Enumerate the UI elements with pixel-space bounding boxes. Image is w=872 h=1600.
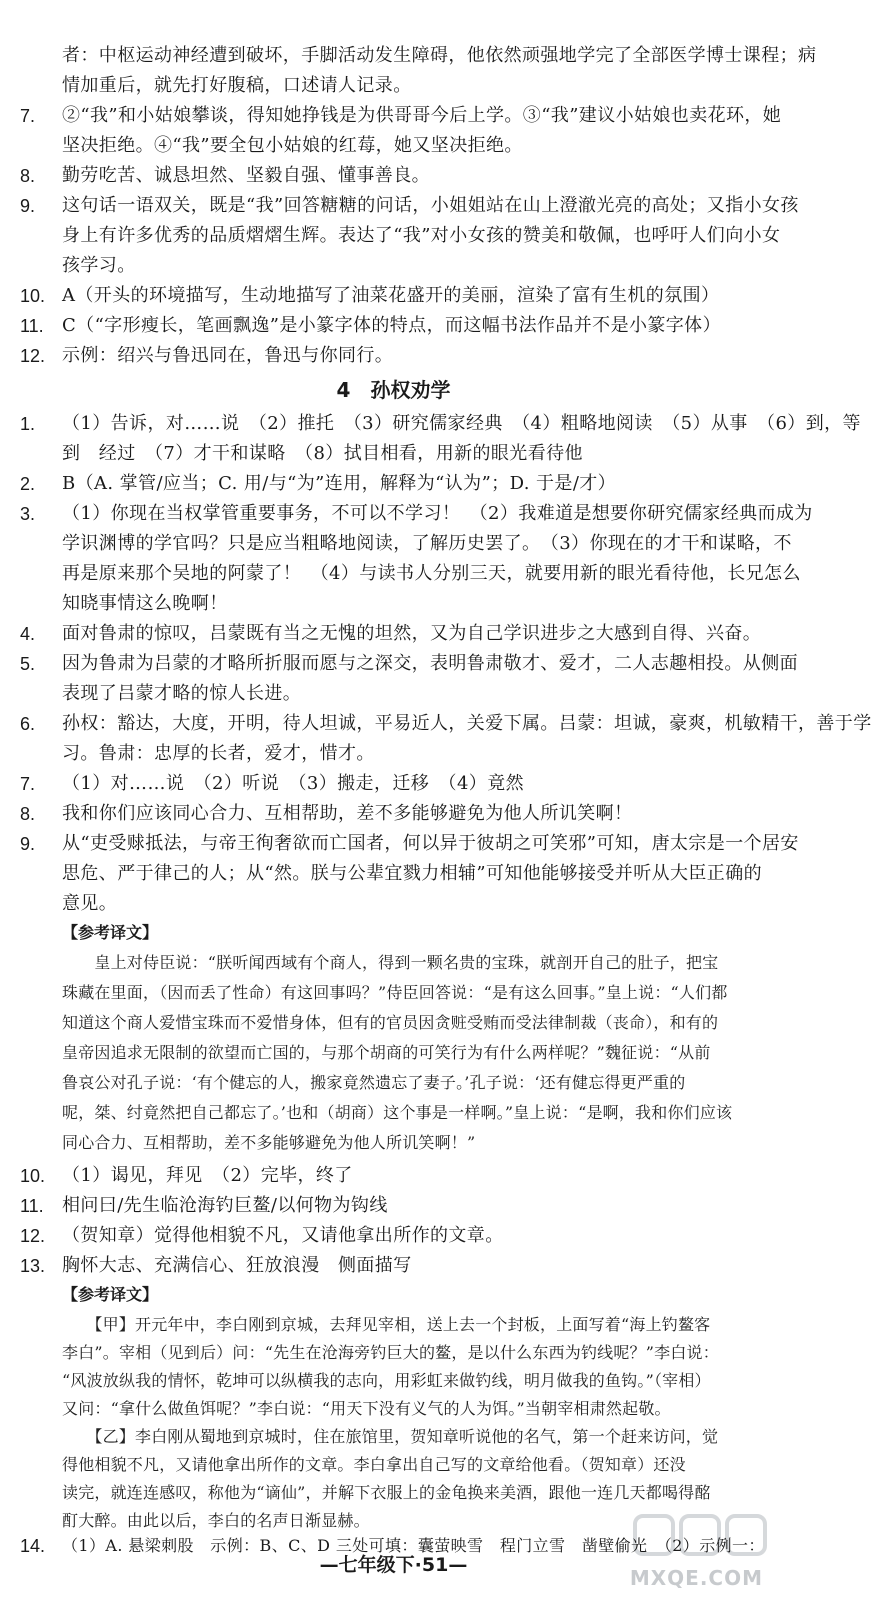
answer-line: 意见。 xyxy=(62,893,118,914)
answer-line: 这句话一语双关，既是“我”回答糖糖的问话，小姐姐站在山上澄澈光亮的高处；又指小女孩 xyxy=(62,195,799,216)
answer-line: B（A. 掌管/应当；C. 用/与“为”连用，解释为“认为”；D. 于是/才） xyxy=(62,473,617,494)
item-number: 12. xyxy=(20,1226,46,1246)
item-number: 11. xyxy=(20,1196,44,1216)
item-number: 8. xyxy=(20,804,36,824)
item-number: 13. xyxy=(20,1256,46,1276)
translation-line: 【乙】李白刚从蜀地到京城时，住在旅馆里，贺知章听说他的名气，第一个赶来访问，觉 xyxy=(62,1427,719,1446)
item-number: 7. xyxy=(20,106,36,126)
translation-line: 呢，桀、纣竟然把自己都忘了。’也和（胡商）这个事是一样啊。”皇上说：“是啊，我和你们应该 xyxy=(62,1103,733,1122)
answer-line: 者：中枢运动神经遭到破坏，手脚活动发生障碍，他依然顽强地学完了全部医学博士课程；病 xyxy=(62,45,817,66)
section-title: 4 孙权劝学 xyxy=(336,378,451,402)
translation-line: 鲁哀公对孔子说：‘有个健忘的人，搬家竟然遗忘了妻子。’孔子说：‘还有健忘得更严重的 xyxy=(62,1073,686,1092)
answer-line: ②“我”和小姑娘攀谈，得知她挣钱是为供哥哥今后上学。③“我”建议小姑娘也卖花环，她 xyxy=(62,105,782,126)
item-number: 14. xyxy=(20,1536,46,1556)
reference-translation-heading: 【参考译文】 xyxy=(62,1285,159,1304)
translation-line: 知道这个商人爱惜宝珠而不爱惜身体，但有的官员因贪赃受贿而受法律制裁（丧命），和有的 xyxy=(62,1013,719,1032)
answer-line: 到 经过 （7）才干和谋略 （8）拭目相看，用新的眼光看待他 xyxy=(62,443,583,464)
answer-line: （1）告诉，对……说 （2）推托 （3）研究儒家经典 （4）粗略地阅读 （5）从事 （6）到，等 xyxy=(62,413,861,434)
answer-line: 我和你们应该同心合力、互相帮助，差不多能够避免为他人所讥笑啊！ xyxy=(62,803,633,824)
answer-line: 情加重后，就先打好腹稿，口述请人记录。 xyxy=(62,75,412,96)
answer-line: （贺知章）觉得他相貌不凡，又请他拿出所作的文章。 xyxy=(62,1225,504,1246)
item-number: 8. xyxy=(20,166,36,186)
answer-line: A（开头的环境描写，生动地描写了油菜花盛开的美丽，渲染了富有生机的氛围） xyxy=(62,285,720,306)
item-number: 9. xyxy=(20,196,36,216)
answer-line: 知晓事情这么晚啊！ xyxy=(62,593,228,614)
answer-line: 孙权：豁达，大度，开明，待人坦诚，平易近人，关爱下属。吕蒙：坦诚，豪爽，机敏精干，善于学 xyxy=(62,713,872,734)
answer-line: 再是原来那个吴地的阿蒙了！ （4）与读书人分别三天，就要用新的眼光看待他，长兄怎么 xyxy=(62,563,801,584)
item-number: 4. xyxy=(20,624,36,644)
answer-line: 因为鲁肃为吕蒙的才略所折服而愿与之深交，表明鲁肃敬才、爱才，二人志趣相投。从侧面 xyxy=(62,653,798,674)
answer-line: C（“字形瘦长，笔画飘逸”是小篆字体的特点，而这幅书法作品并不是小篆字体） xyxy=(62,315,721,336)
item-number: 3. xyxy=(20,504,36,524)
item-number: 11. xyxy=(20,316,44,336)
translation-line: 【甲】开元年中，李白刚到京城，去拜见宰相，送上去一个封板，上面写着“海上钓鳌客 xyxy=(62,1315,711,1334)
answer-line: 习。鲁肃：忠厚的长者，爱才，惜才。 xyxy=(62,743,375,764)
item-number: 9. xyxy=(20,834,36,854)
answer-line: 表现了吕蒙才略的惊人长进。 xyxy=(62,683,302,704)
answer-line: （1）谒见，拜见 （2）完毕，终了 xyxy=(62,1165,353,1186)
translation-line: 酊大醉。由此以后，李白的名声日渐显赫。 xyxy=(62,1511,370,1530)
answer-line: 孩学习。 xyxy=(62,255,136,276)
answer-line: （1）你现在当权掌管重要事务，不可以不学习！ （2）我难道是想要你研究儒家经典而成为 xyxy=(62,503,813,524)
answer-line: 身上有许多优秀的品质熠熠生辉。表达了“我”对小女孩的赞美和敬佩，也呼吁人们向小女 xyxy=(62,225,781,246)
translation-line: “风波放纵我的情怀，乾坤可以纵横我的志向，用彩虹来做钓线，明月做我的鱼钩。”（宰相） xyxy=(62,1371,711,1390)
answer-line: 坚决拒绝。④“我”要全包小姑娘的红莓，她又坚决拒绝。 xyxy=(62,135,523,156)
answer-line: 胸怀大志、充满信心、狂放浪漫 侧面描写 xyxy=(62,1255,412,1276)
translation-line: 读完，就连连感叹，称他为“谪仙”，并解下衣服上的金龟换来美酒，跟他一连几天都喝得酩 xyxy=(62,1483,711,1502)
answer-line: 思危、严于律己的人；从“然。朕与公辈宜戮力相辅”可知他能够接受并听从大臣正确的 xyxy=(62,863,763,884)
answer-line: （1）对……说 （2）听说 （3）搬走，迁移 （4）竟然 xyxy=(62,773,525,794)
translation-line: 珠藏在里面，（因而丢了性命）有这回事吗？”侍臣回答说：“是有这么回事。”皇上说：“人们都 xyxy=(62,983,728,1002)
item-number: 10. xyxy=(20,286,46,306)
answer-line: 示例：绍兴与鲁迅同在，鲁迅与你同行。 xyxy=(62,345,394,366)
item-number: 6. xyxy=(20,714,36,734)
item-number: 2. xyxy=(20,474,36,494)
translation-line: 同心合力、互相帮助，差不多能够避免为他人所讥笑啊！” xyxy=(62,1133,476,1152)
answer-line: （1）A. 悬梁刺股 示例：B、C、D 三处可填：囊萤映雪 程门立雪 凿壁偷光 （2）示例一： xyxy=(62,1536,765,1555)
translation-line: 李白”。宰相（见到后）问：“先生在沧海旁钓巨大的鳌，是以什么东西为钓线呢？”李白说： xyxy=(62,1343,719,1362)
item-number: 1. xyxy=(20,414,36,434)
translation-line: 皇帝因追求无限制的欲望而亡国的，与那个胡商的可笑行为有什么两样呢？”魏征说：“从前 xyxy=(62,1043,711,1062)
answer-line: 学识渊博的学官吗？只是应当粗略地阅读，了解历史罢了。 （3）你现在的才干和谋略，不 xyxy=(62,533,792,554)
item-number: 10. xyxy=(20,1166,46,1186)
translation-line: 得他相貌不凡，又请他拿出所作的文章。李白拿出自己写的文章给他看。（贺知章）还没 xyxy=(62,1455,686,1474)
translation-line: 又问：“拿什么做鱼饵呢？”李白说：“用天下没有义气的人为饵。”当朝宰相肃然起敬。 xyxy=(62,1399,671,1418)
reference-translation-heading: 【参考译文】 xyxy=(62,923,159,942)
answer-line: 相问曰/先生临沧海钓巨鳌/以何物为钩线 xyxy=(62,1195,388,1216)
answer-line: 面对鲁肃的惊叹，吕蒙既有当之无愧的坦然，又为自己学识进步之大感到自得、兴奋。 xyxy=(62,623,762,644)
page-footer: —七年级下·51— xyxy=(319,1554,468,1576)
watermark-text: MXQE.COM xyxy=(629,1566,763,1590)
answer-line: 从“吏受赇抵法，与帝王徇奢欲而亡国者，何以异于彼胡之可笑邪”可知，唐太宗是一个居安 xyxy=(62,833,799,854)
answer-line: 勤劳吃苦、诚恳坦然、坚毅自强、懂事善良。 xyxy=(62,165,430,186)
item-number: 5. xyxy=(20,654,36,674)
item-number: 7. xyxy=(20,774,36,794)
translation-line: 皇上对侍臣说：“朕听闻西域有个商人，得到一颗名贵的宝珠，就剖开自己的肚子，把宝 xyxy=(62,953,719,972)
item-number: 12. xyxy=(20,346,46,366)
